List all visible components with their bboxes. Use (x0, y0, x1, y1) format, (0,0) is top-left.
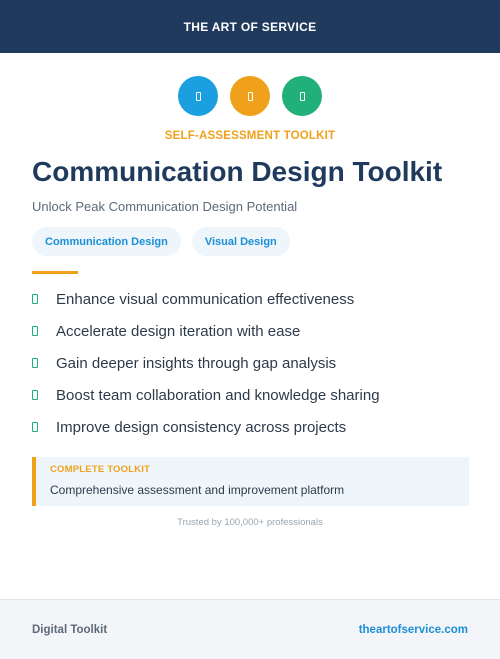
benefit-item (32, 315, 500, 347)
document-icon (178, 76, 218, 116)
tag-list (32, 227, 500, 256)
benefit-text: Boost team collaboration and knowledge sharing (56, 386, 380, 404)
benefit-item (32, 411, 500, 443)
accent-divider (32, 271, 78, 274)
page-title: Communication Design Toolkit (32, 156, 443, 187)
benefit-item (32, 283, 500, 315)
document-glyph (248, 92, 253, 101)
tag-visual-design[interactable]: Visual Design (192, 227, 290, 256)
toolkit-callout (32, 457, 469, 506)
document-icon (230, 76, 270, 116)
benefit-text: Improve design consistency across projects (56, 418, 347, 436)
check-icon (32, 358, 38, 368)
check-icon (32, 422, 38, 432)
benefit-item (32, 347, 500, 379)
check-icon (32, 390, 38, 400)
document-glyph (300, 92, 305, 101)
icon-row (0, 76, 500, 116)
benefit-text: Accelerate design iteration with ease (56, 322, 301, 340)
tag-communication-design[interactable]: Communication Design (32, 227, 181, 256)
callout-label: COMPLETE TOOLKIT (50, 464, 151, 475)
check-icon (32, 326, 38, 336)
document-glyph (196, 92, 201, 101)
benefit-list (32, 283, 500, 443)
benefit-text: Enhance visual communication effectiveness (56, 290, 355, 308)
page-subtitle: Unlock Peak Communication Design Potential (32, 199, 298, 214)
footer-label: Digital Toolkit (32, 623, 108, 636)
benefit-item (32, 379, 500, 411)
check-icon (32, 294, 38, 304)
website-link[interactable]: theartofservice.com (358, 623, 468, 636)
kicker-label: SELF-ASSESSMENT TOOLKIT (164, 130, 336, 142)
top-banner (0, 0, 500, 53)
footer (0, 599, 500, 659)
callout-text: Comprehensive assessment and improvement platform (50, 483, 345, 497)
trust-note: Trusted by 100,000+ professionals (177, 517, 323, 528)
brand-name: THE ART OF SERVICE (183, 19, 317, 34)
document-icon (282, 76, 322, 116)
benefit-text: Gain deeper insights through gap analysis (56, 354, 337, 372)
